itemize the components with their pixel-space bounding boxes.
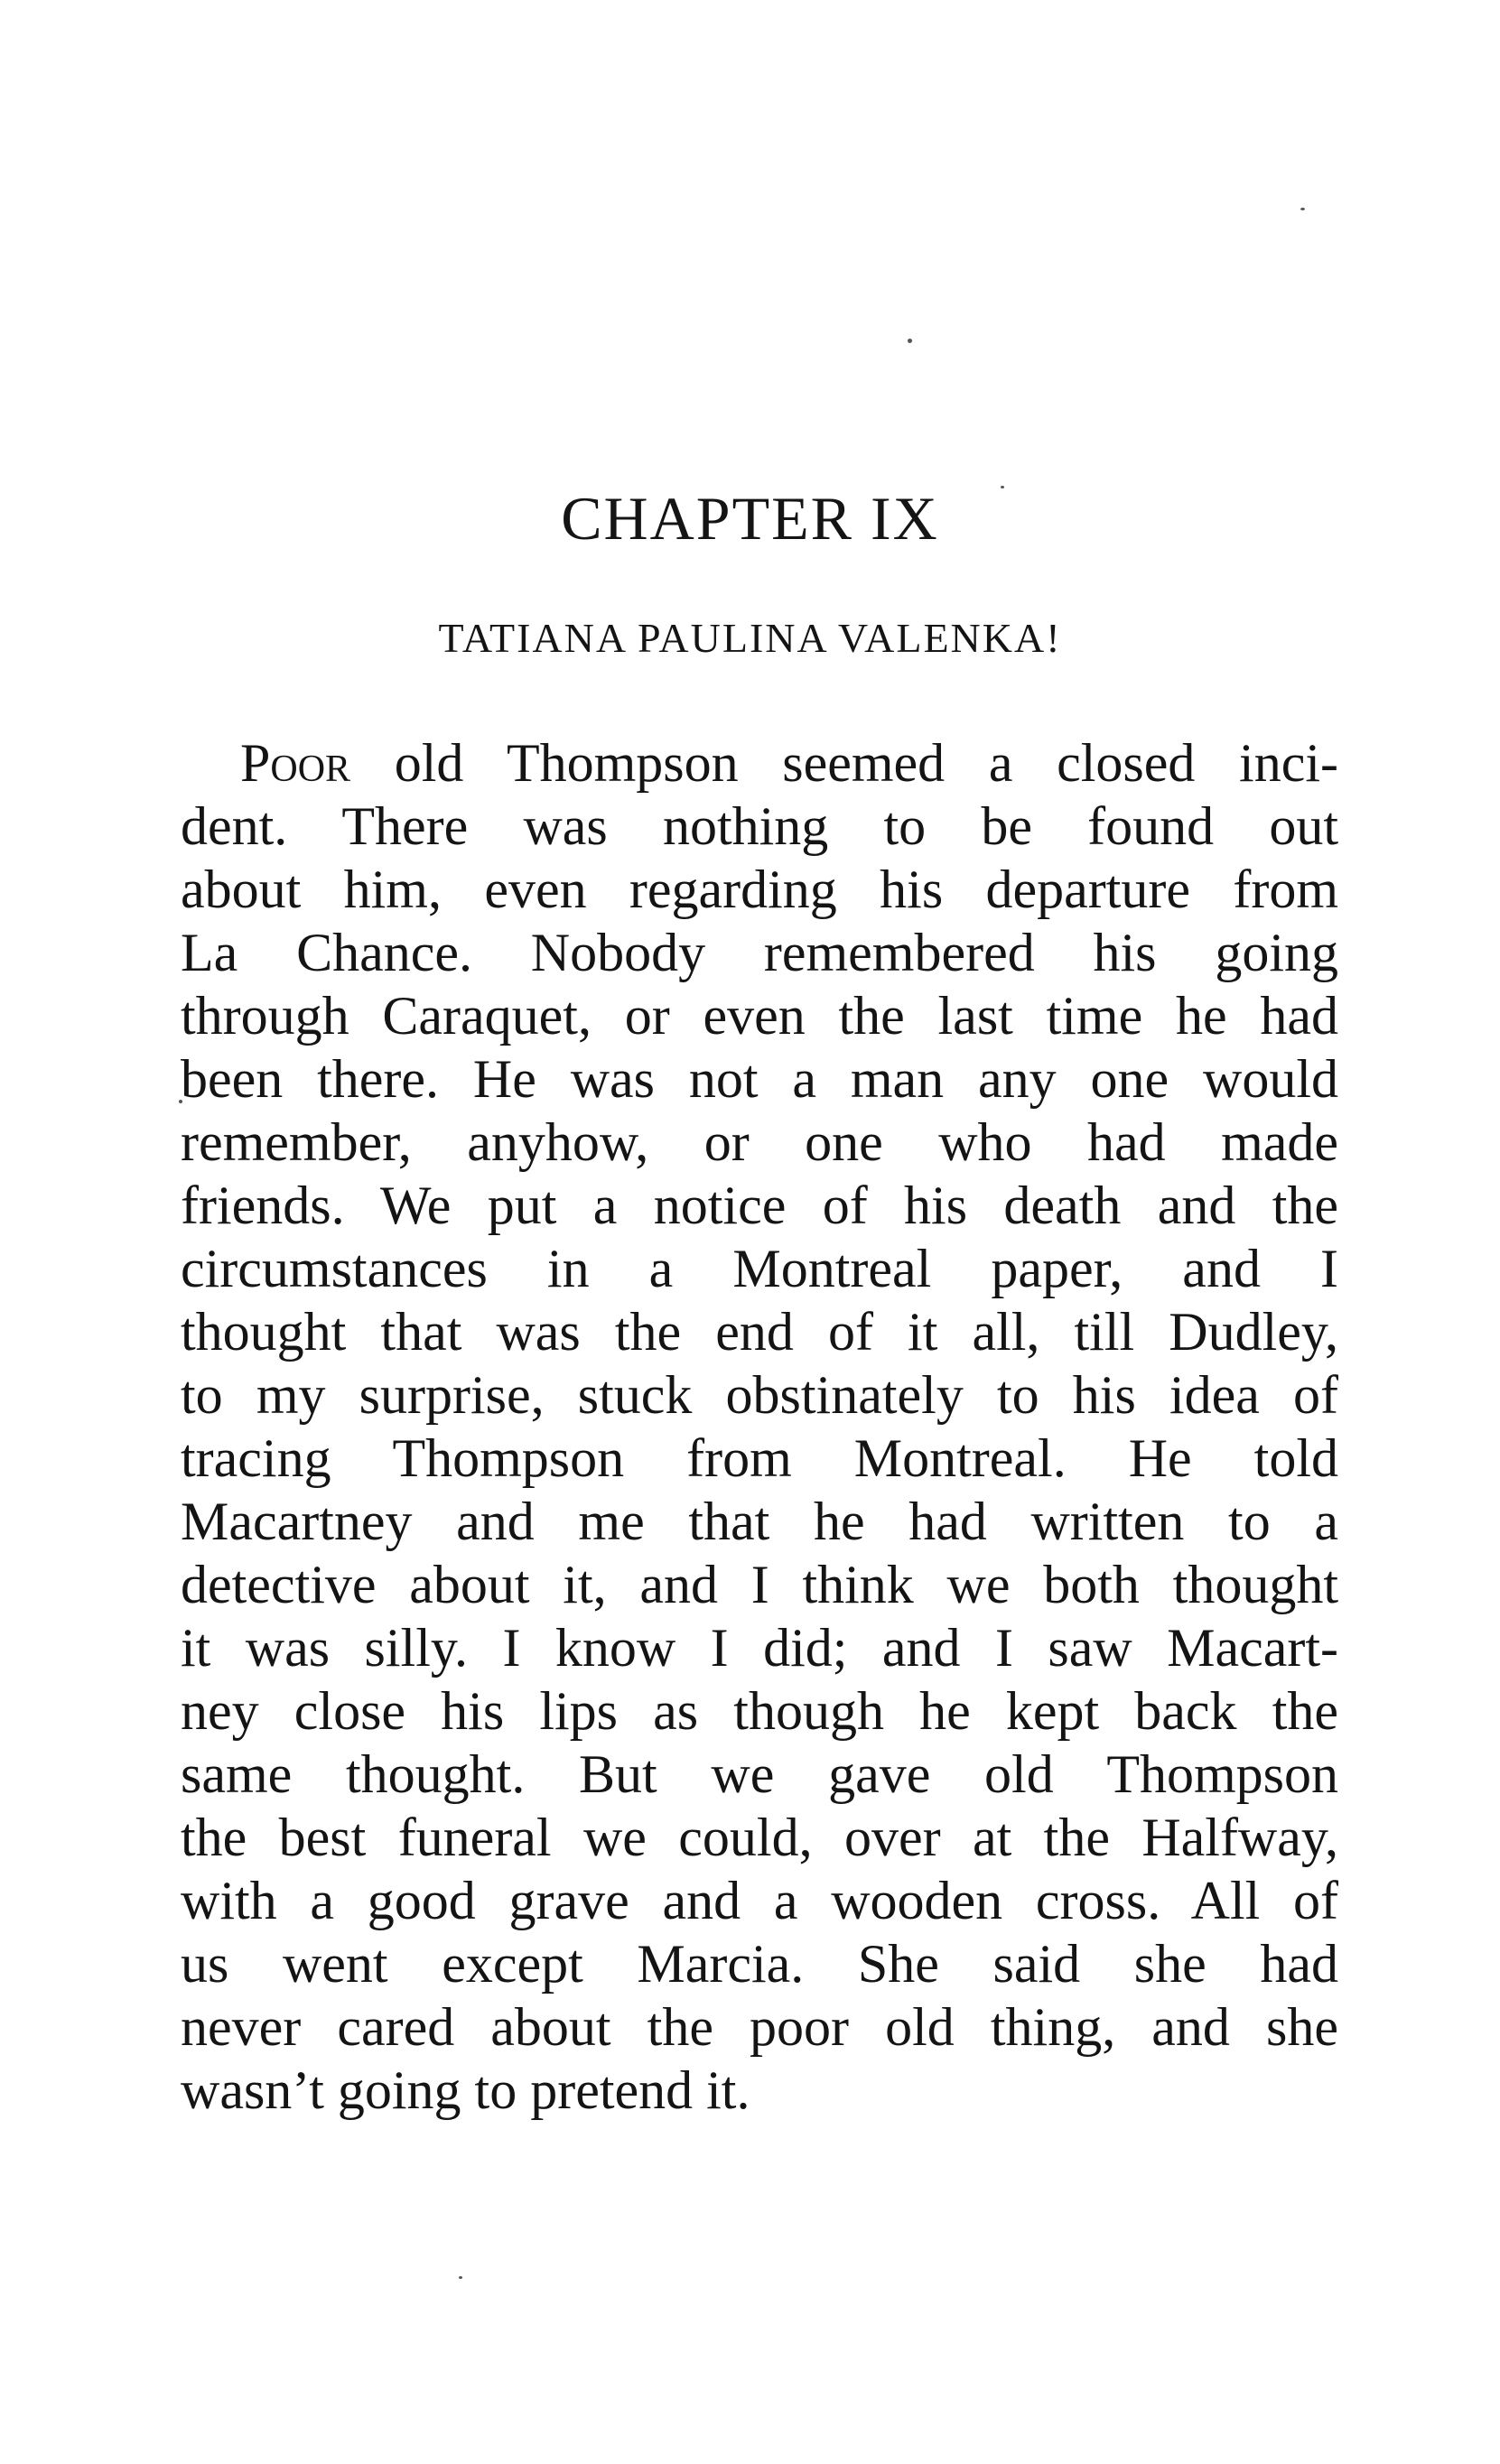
text-line: Macartney and me that he had written to a [181,1492,1338,1551]
text-line: us went except Marcia. She said she had [181,1934,1338,1994]
text-line: friends. We put a notice of his death and the [181,1176,1338,1235]
text-line: about him, even regarding his departure from [181,860,1338,919]
text-line: ney close his lips as though he kept back the [181,1681,1338,1741]
text-line: same thought. But we gave old Thompson [181,1744,1338,1804]
text-line: circumstances in a Montreal paper, and I [181,1239,1338,1298]
text-line: it was silly. I know I did; and I saw Macart- [181,1618,1338,1678]
print-speck [908,339,912,343]
chapter-heading: CHAPTER IX [561,484,939,553]
text-line: never cared about the poor old thing, and she [181,1997,1338,2057]
text-line [181,731,1338,795]
text-line: the best funeral we could, over at the Halfway, [181,1808,1338,1867]
text-line: La Chance. Nobody remembered his going [181,923,1338,982]
text-line: thought that was the end of it all, till Dudley, [181,1302,1338,1362]
text-line: detective about it, and I think we both thought [181,1555,1338,1614]
text-line: through Caraquet, or even the last time he had [181,986,1338,1046]
text-line: wasn’t going to pretend it. [181,2060,750,2120]
print-speck [459,2276,462,2279]
text-line-rest: old Thompson seemed a closed inci- [350,733,1338,793]
lead-word: Poor [240,733,351,793]
text-line: been there. He was not a man any one would [181,1049,1338,1109]
print-speck [1300,208,1305,210]
text-line: tracing Thompson from Montreal. He told [181,1428,1338,1488]
text-line: to my surprise, stuck obstinately to his idea of [181,1365,1338,1425]
text-line: dent. There was nothing to be found out [181,796,1338,856]
chapter-title: TATIANA PAULINA VALENKA! [438,615,1062,661]
text-line: with a good grave and a wooden cross. All of [181,1871,1338,1930]
chapter-body [181,731,1338,2122]
text-line: remember, anyhow, or one who had made [181,1112,1338,1172]
